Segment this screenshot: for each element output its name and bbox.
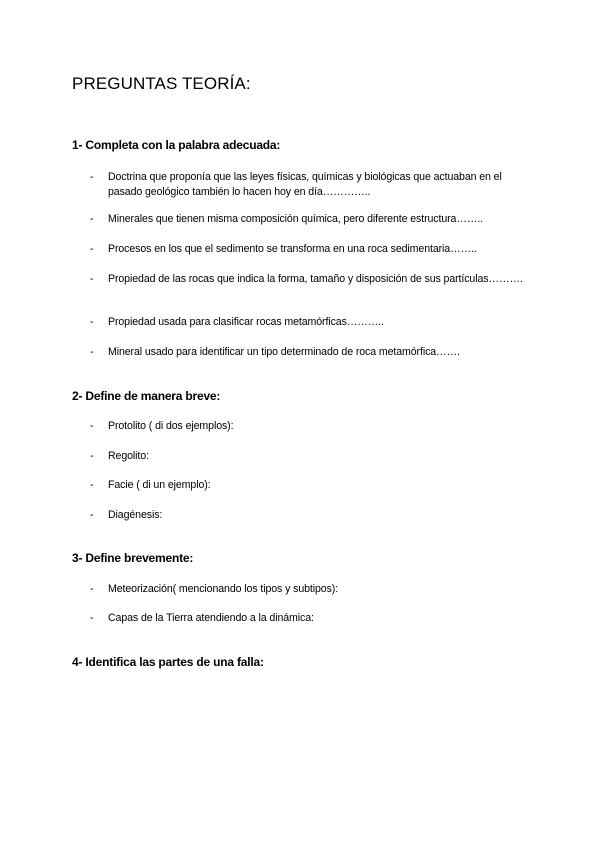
list-item-text: Mineral usado para identificar un tipo determinado de roca metamórfica……. — [108, 346, 460, 358]
section-4-heading: 4- Identifica las partes de una falla: — [72, 655, 264, 669]
bullet-dash: - — [90, 479, 94, 491]
list-item-text: Minerales que tienen misma composición química, pero diferente estructura…….. — [108, 213, 484, 225]
list-item-text: Capas de la Tierra atendiendo a la dinámica: — [108, 612, 314, 624]
list-item-text: Meteorización( mencionando los tipos y subtipos): — [108, 583, 339, 595]
list-item — [90, 345, 530, 360]
list-item-text: Propiedad de las rocas que indica la forma, tamaño y disposición de sus partículas………. — [108, 273, 523, 285]
bullet-dash: - — [90, 583, 94, 595]
list-item — [90, 419, 530, 434]
document-title: PREGUNTAS TEORÍA: — [72, 74, 251, 93]
list-item — [90, 272, 530, 287]
section-1-heading: 1- Completa con la palabra adecuada: — [72, 138, 281, 152]
bullet-dash: - — [90, 450, 94, 462]
section-2-heading: 2- Define de manera breve: — [72, 389, 221, 403]
bullet-dash: - — [90, 273, 94, 285]
bullet-dash: - — [90, 346, 94, 358]
bullet-dash: - — [90, 243, 94, 255]
bullet-dash: - — [90, 612, 94, 624]
list-item — [90, 212, 530, 227]
list-item — [90, 611, 530, 626]
list-item — [90, 449, 530, 464]
bullet-dash: - — [90, 171, 94, 183]
bullet-dash: - — [90, 420, 94, 432]
list-item — [90, 242, 530, 257]
bullet-dash: - — [90, 509, 94, 521]
section-3-heading: 3- Define brevemente: — [72, 551, 194, 565]
list-item-text: Procesos en los que el sedimento se transforma en una roca sedimentaria…….. — [108, 243, 477, 255]
list-item — [90, 508, 530, 523]
list-item — [90, 478, 530, 493]
list-item — [90, 315, 530, 330]
list-item-text: Protolito ( di dos ejemplos): — [108, 420, 234, 432]
list-item-text: Propiedad usada para clasificar rocas metamórficas……….. — [108, 316, 384, 328]
list-item-text: Diagénesis: — [108, 509, 163, 521]
list-item-text: Facie ( di un ejemplo): — [108, 479, 211, 491]
list-item — [90, 170, 530, 200]
list-item — [90, 582, 530, 597]
bullet-dash: - — [90, 316, 94, 328]
bullet-dash: - — [90, 213, 94, 225]
list-item-text: Doctrina que proponía que las leyes físicas, químicas y biológicas que actuaban en el pasado geológico también lo hacen hoy en día………….. — [108, 171, 502, 198]
list-item-text: Regolito: — [108, 450, 149, 462]
